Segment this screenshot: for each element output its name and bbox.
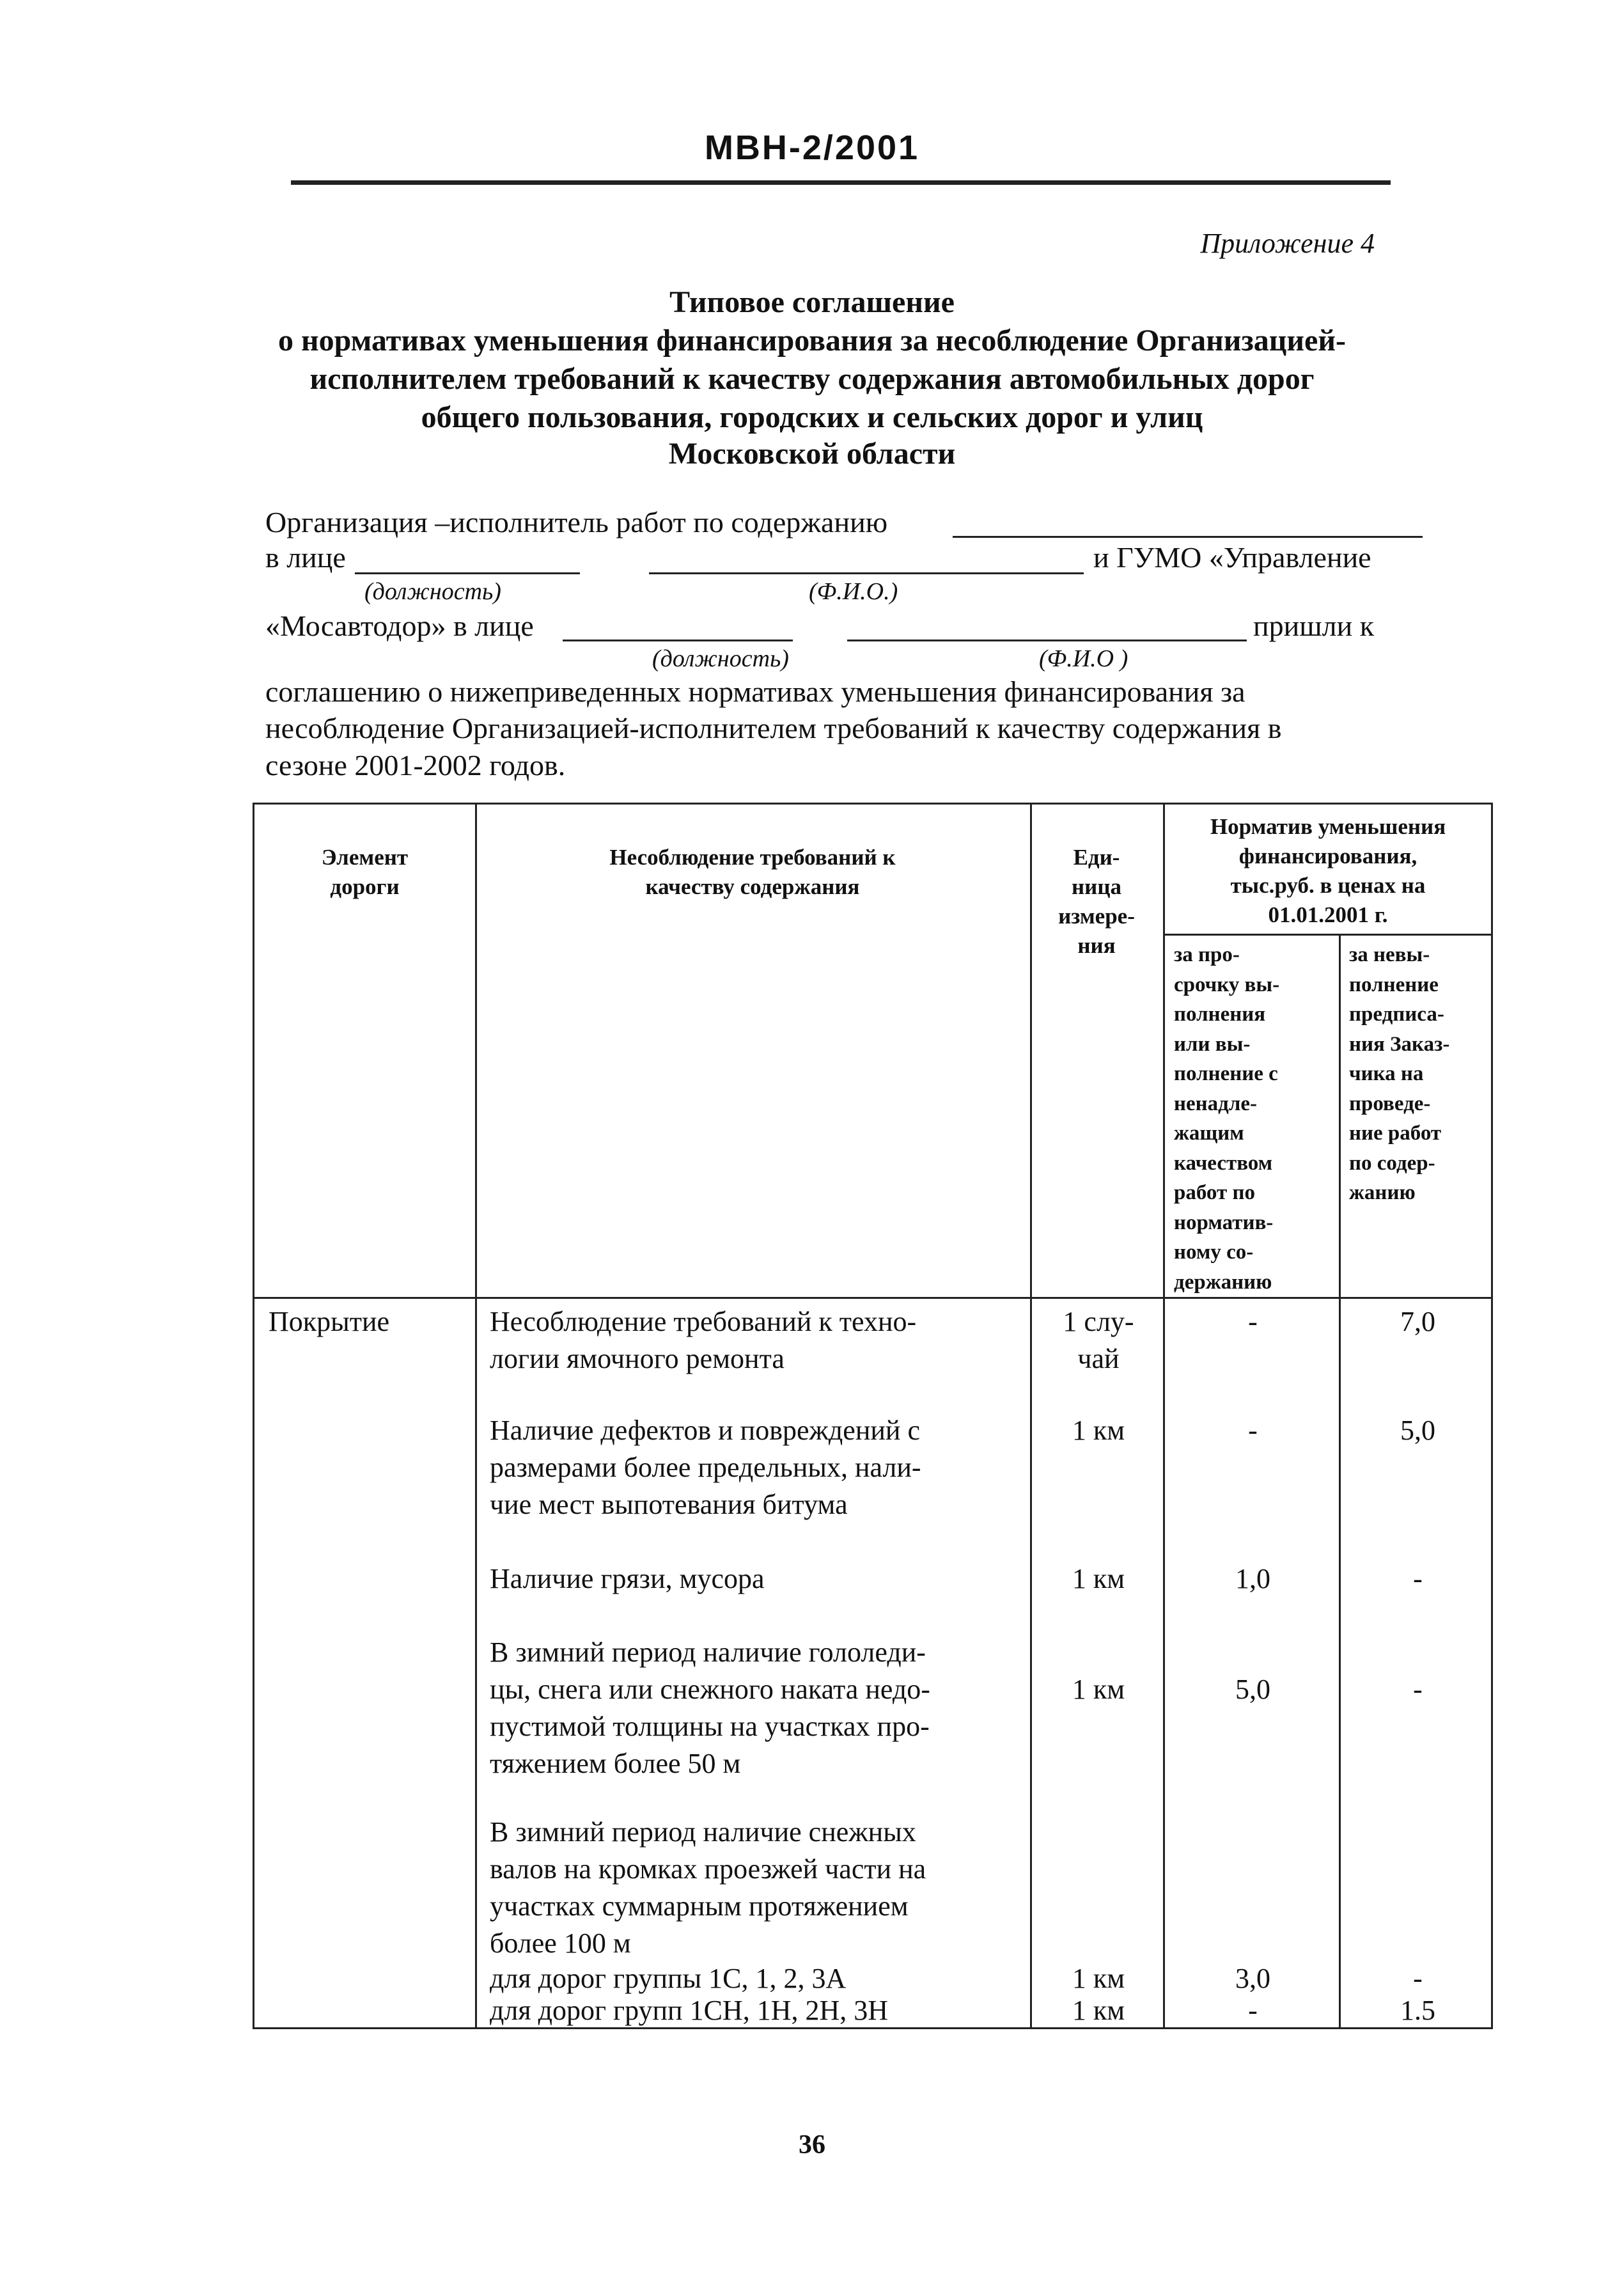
- header-element: Элемент дороги: [321, 845, 409, 899]
- cell-unfulfilled: 5,0: [1400, 1415, 1435, 1446]
- cell-unfulfilled: 1.5: [1400, 1995, 1435, 2026]
- cell-overdue: 1,0: [1235, 1563, 1270, 1594]
- cell-unit: 1 км: [1072, 1674, 1125, 1705]
- cell-requirement: Наличие грязи, мусора: [490, 1563, 765, 1594]
- hint-name-1: (Ф.И.О.): [809, 578, 898, 605]
- paragraph-line-2: несоблюдение Организацией-исполнителем требований к качеству содержания в: [265, 712, 1282, 744]
- table-header-bottom: [254, 1297, 1493, 1299]
- cell-unit: 1 км: [1072, 1995, 1125, 2026]
- document-code: МВН-2/2001: [704, 129, 920, 167]
- cell-overdue: 5,0: [1235, 1674, 1270, 1705]
- cell-overdue: -: [1248, 1415, 1258, 1446]
- name-blank-1: [649, 572, 1084, 574]
- cell-requirement: В зимний период наличие снежных валов на кромках проезжей части на участках суммарным протяжением более 100 м: [490, 1816, 926, 1959]
- cell-unit: 1 слу- чай: [1063, 1306, 1134, 1374]
- cell-requirement: Несоблюдение требований к техно- логии ямочного ремонта: [490, 1306, 917, 1374]
- org-name-blank: [953, 536, 1423, 538]
- paragraph-line-3: сезоне 2001-2002 годов.: [265, 749, 566, 781]
- table-header-divider: [1163, 934, 1493, 936]
- hint-position-1: (должность): [364, 578, 501, 605]
- title-line-1: Типовое соглашение: [669, 285, 955, 319]
- org-label: Организация –исполнитель работ по содержанию: [265, 506, 888, 538]
- came-to-label: пришли к: [1253, 609, 1375, 642]
- in-person-label: в лице: [265, 541, 346, 574]
- cell-requirement: Наличие дефектов и повреждений с размерами более предельных, нали- чие мест выпотевания битума: [490, 1415, 921, 1520]
- cell-unfulfilled: -: [1413, 1963, 1423, 1994]
- gumo-label: и ГУМО «Управление: [1093, 541, 1371, 574]
- cell-unit: 1 км: [1072, 1963, 1125, 1994]
- appendix-label: Приложение 4: [1200, 228, 1375, 259]
- name-blank-2: [847, 640, 1247, 641]
- cell-overdue: -: [1248, 1306, 1258, 1337]
- header-unit: Еди- ница измере- ния: [1058, 845, 1135, 958]
- cell-element: Покрытие: [269, 1306, 390, 1337]
- hint-position-2: (должность): [652, 645, 789, 672]
- cell-unfulfilled: -: [1413, 1674, 1423, 1705]
- cell-requirement: для дорог групп 1СН, 1Н, 2Н, 3Н: [490, 1995, 889, 2026]
- mosavtodor-label: «Мосавтодор» в лице: [265, 609, 534, 642]
- cell-unit: 1 км: [1072, 1563, 1125, 1594]
- hint-name-2: (Ф.И.О ): [1039, 645, 1128, 672]
- position-blank-1: [355, 572, 580, 574]
- cell-unfulfilled: -: [1413, 1563, 1423, 1594]
- table-column-divider: [475, 805, 477, 2027]
- cell-requirement: для дорог группы 1С, 1, 2, 3А: [490, 1963, 847, 1994]
- header-unfulfilled: за невы- полнение предписа- ния Заказ- чика на проведе- ние работ по содер- жанию: [1349, 943, 1450, 1204]
- title-line-5: Московской области: [668, 437, 956, 471]
- title-line-4: общего пользования, городских и сельских дорог и улиц: [421, 400, 1203, 434]
- header-norm: Норматив уменьшения финансирования, тыс.руб. в ценах на 01.01.2001 г.: [1210, 814, 1446, 927]
- cell-requirement: В зимний период наличие гололеди- цы, снега или снежного наката недо- пустимой толщины на участках про- тяжением более 50 м: [490, 1637, 930, 1779]
- header-requirement: Несоблюдение требований к качеству содержания: [609, 845, 896, 899]
- page-number: 36: [799, 2130, 825, 2160]
- cell-overdue: 3,0: [1235, 1963, 1270, 1994]
- cell-overdue: -: [1248, 1995, 1258, 2026]
- header-overdue: за про- срочку вы- полнения или вы- полнение с ненадле- жащим качеством работ по норматив- ному со- держанию: [1174, 943, 1280, 1294]
- title-line-3: исполнителем требований к качеству содержания автомобильных дорог: [309, 362, 1315, 396]
- title-line-2: о нормативах уменьшения финансирования за несоблюдение Организацией-: [278, 324, 1346, 357]
- cell-unit: 1 км: [1072, 1415, 1125, 1446]
- paragraph-line-1: соглашению о нижеприведенных нормативах уменьшения финансирования за: [265, 675, 1245, 708]
- header-rule: [291, 180, 1391, 185]
- cell-unfulfilled: 7,0: [1400, 1306, 1435, 1337]
- norms-table: [253, 803, 1493, 2029]
- position-blank-2: [563, 640, 793, 641]
